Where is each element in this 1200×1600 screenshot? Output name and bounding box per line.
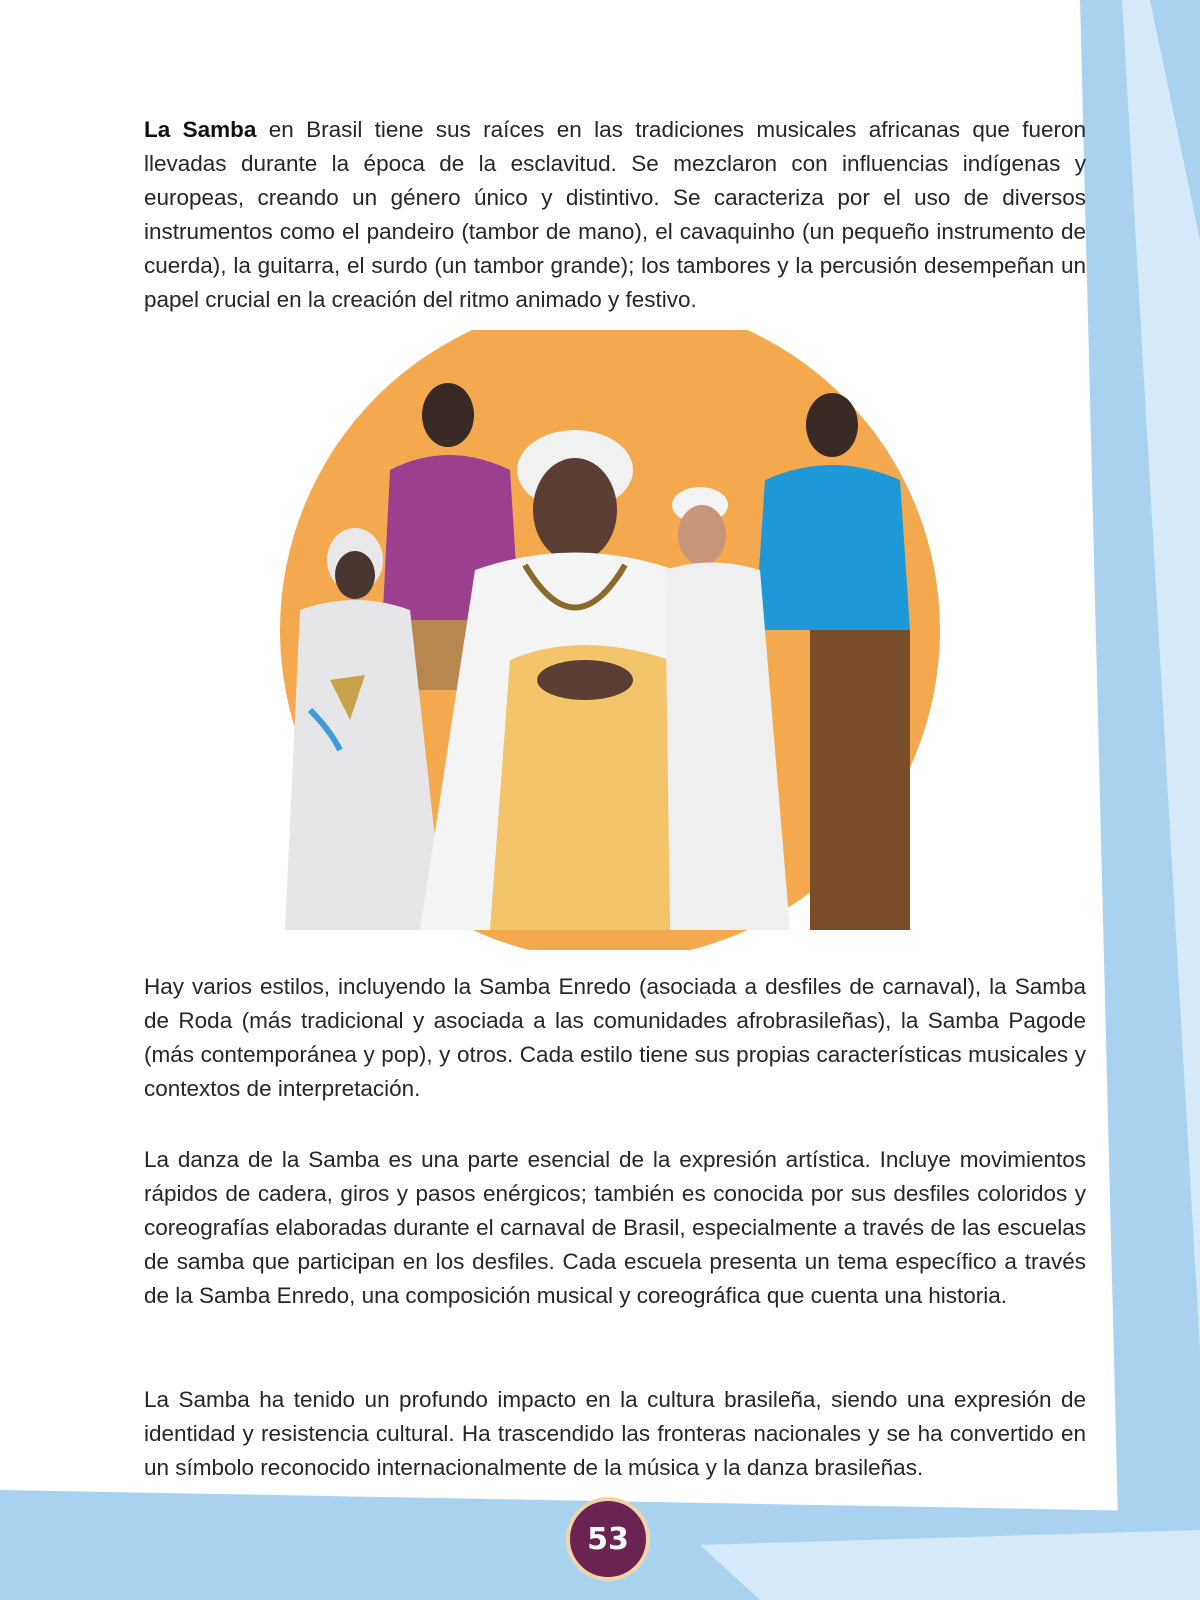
dance-paragraph: La danza de la Samba es una parte esencial de la expresión artística. Incluye movimientos rápidos de cadera, giros y pasos enérgicos; también es conocida por sus desfiles coloridos y coreografías elaboradas durante el carnaval de Brasil, especialmente a través de las escuelas de samba que participan en los desfiles. Cada escuela presenta un tema específico a través de la Samba Enredo, una composición musical y coreográfica que cuenta una historia. (144, 1147, 1086, 1308)
samba-performers-illustration (270, 330, 950, 950)
styles-paragraph: Hay varios estilos, incluyendo la Samba Enredo (asociada a desfiles de carnaval), la Samba de Roda (más tradicional y asociada a las comunidades afrobrasileñas), la Samba Pagode (más contemporánea y pop), y otros. Cada estilo tiene sus propias características musicales y contextos de interpretación. (144, 974, 1086, 1101)
intro-text: en Brasil tiene sus raíces en las tradiciones musicales africanas que fueron llevadas durante la época de la esclavitud. Se mezclaron con influencias indígenas y europeas, creando un género único y distintivo. Se caracteriza por el uso de diversos instrumentos como el pandeiro (tambor de mano), el cavaquinho (un pequeño instrumento de cuerda), la guitarra, el surdo (un tambor grande); los tambores y la percusión desempeñan un papel crucial en la creación del ritmo animado y festivo. (144, 117, 1086, 312)
intro-paragraph (144, 113, 1086, 317)
intro-bold-term: La Samba (144, 117, 257, 142)
impact-paragraph: La Samba ha tenido un profundo impacto en la cultura brasileña, siendo una expresión de identidad y resistencia cultural. Ha trascendido las fronteras nacionales y se ha convertido en un símbolo reconocido internacionalmente de la música y la danza brasileñas. (144, 1387, 1086, 1480)
page-number: 53 (587, 1521, 629, 1557)
page-number-badge (566, 1497, 650, 1581)
